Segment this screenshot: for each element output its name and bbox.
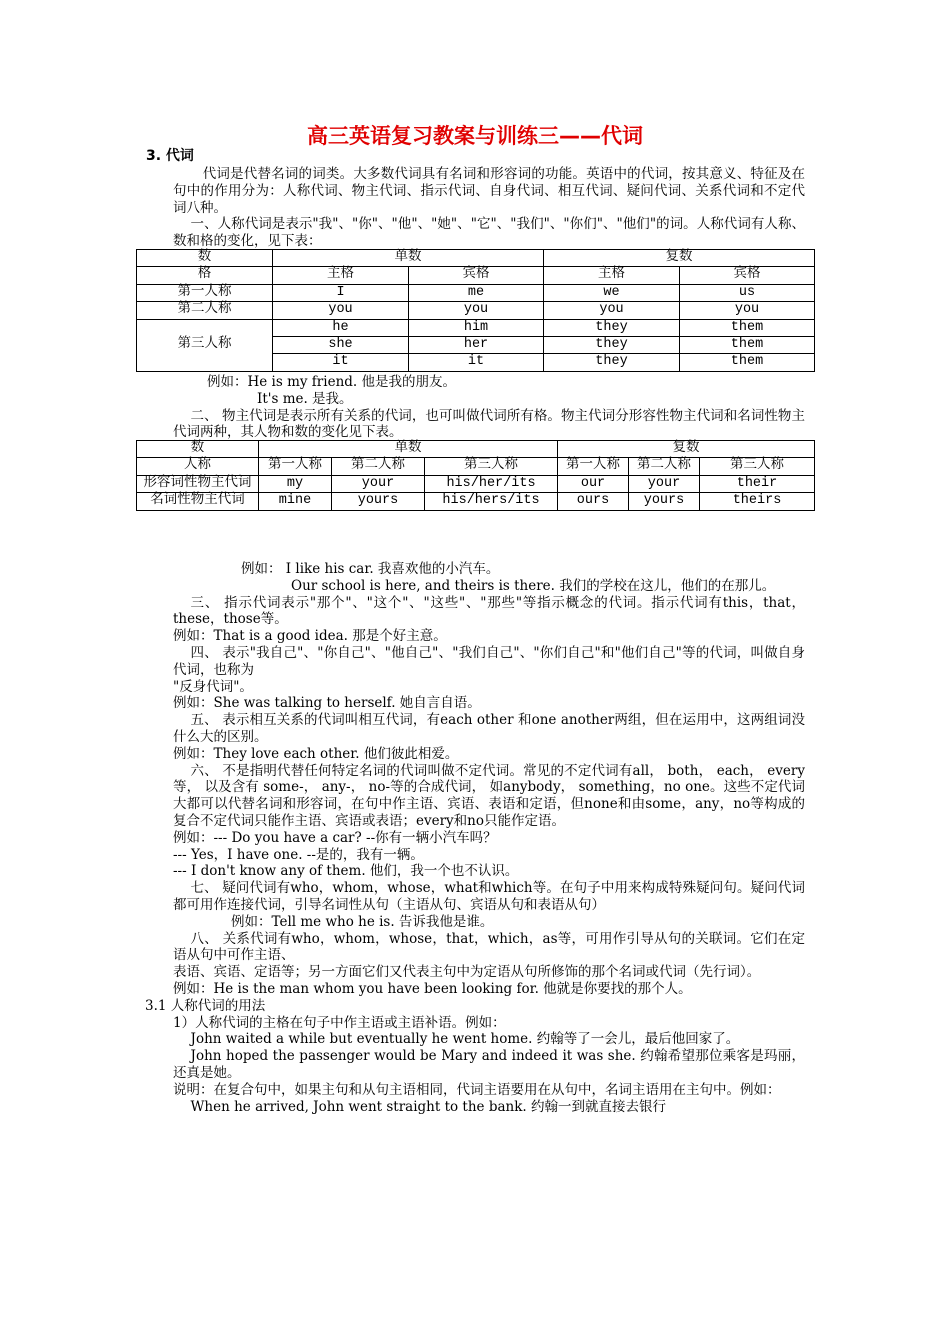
table-cell: 第三人称 (700, 458, 815, 475)
intro-text (173, 166, 805, 250)
table-cell: 数 (137, 250, 273, 267)
paragraph: 八、 关系代词有who，whom，whose，that，which，as等，可用作引导从句的关联词。它们在定语从句中可作主语、 (173, 930, 805, 964)
table-cell: our (558, 475, 629, 492)
paragraph: 四、 表示"我自己"、"你自己"、"他自己"、"我们自己"、"你们自己"和"他们自己"等的代词，叫做自身代词，也称为 (173, 644, 805, 678)
table-cell: you (544, 302, 680, 319)
example-line: John waited a while but eventually he went home. 约翰等了一会儿，最后他回家了。 (190, 1031, 740, 1048)
paragraph: "反身代词"。 (173, 678, 253, 695)
table-cell: 格 (137, 267, 273, 284)
example-line: 例如：--- Do you have a car? --你有一辆小汽车吗？ (173, 829, 497, 846)
table-row (137, 284, 815, 301)
table-cell: us (680, 284, 815, 301)
table-cell: 宾格 (680, 267, 815, 284)
table-cell: mine (259, 493, 332, 510)
paragraph: 二、 物主代词是表示所有关系的代词，也可叫做代词所有格。物主代词分形容性物主代词和名词性物主代词两种，其人物和数的变化见下表。 (173, 407, 805, 441)
table-cell: them (680, 354, 815, 371)
example-line: John hoped the passenger would be Mary and indeed it was she. 约翰希望那位乘客是玛丽，还真是她。 (173, 1048, 805, 1081)
personal-pronoun-table (136, 249, 815, 372)
table-cell: it (409, 354, 544, 371)
table-cell: it (273, 354, 409, 371)
table-row (137, 302, 815, 319)
example-line: When he arrived, John went straight to the bank. 约翰一到就直接去银行 (190, 1098, 666, 1115)
intro-paragraph: 一、人称代词是表示"我"、"你"、"他"、"她"、"它"、"我们"、"你们"、"他们"的词。人称代词有人称、数和格的变化，见下表： (173, 216, 805, 250)
paragraph: 六、 不是指明代替任何特定名词的代词叫做不定代词。常见的不定代词有all， both， each， every等， 以及含有 some-， any-， no-等的合成代词， 如anybody， something，no one。这些不定代词大都可以代替名词和形容词，在句中作主语、宾语、表语和定语，但none和由some，any，no等构成的复合不定代词只能作主语、宾语或表语；every和no只能作定语。 (173, 762, 805, 829)
table-row (137, 475, 815, 492)
table-cell: him (409, 319, 544, 336)
table-cell: ours (558, 493, 629, 510)
paragraph: 说明：在复合句中，如果主句和从句主语相同，代词主语要用在从句中，名词主语用在主句中。例如： (173, 1081, 781, 1098)
table-row (137, 319, 815, 336)
table-cell: 复数 (558, 441, 815, 458)
table-cell: 主格 (544, 267, 680, 284)
table-cell: them (680, 337, 815, 354)
example-line: 例如： I like his car. 我喜欢他的小汽车。 (241, 561, 500, 577)
table-cell: 第一人称 (137, 284, 273, 301)
example-line: Our school is here, and theirs is there. 我们的学校在这儿，他们的在那儿。 (291, 577, 776, 594)
table-cell: they (544, 337, 680, 354)
table-cell: they (544, 319, 680, 336)
section-personal-examples (173, 374, 805, 441)
table-cell: them (680, 319, 815, 336)
table-cell: her (409, 337, 544, 354)
possessive-pronoun-table (136, 440, 815, 511)
table-cell: your (332, 475, 425, 492)
table-cell: theirs (700, 493, 815, 510)
table-cell: his/hers/its (425, 493, 558, 510)
example-line: 例如：She was talking to herself. 她自言自语。 (173, 695, 481, 712)
table-cell: 名词性物主代词 (137, 493, 259, 510)
table-cell: he (273, 319, 409, 336)
section-heading: 3. 代词 (146, 148, 194, 164)
table-cell: you (273, 302, 409, 319)
table-cell: their (700, 475, 815, 492)
table-cell: we (544, 284, 680, 301)
example-line: 例如：That is a good idea. 那是个好主意。 (173, 628, 447, 645)
example-line: 例如：They love each other. 他们彼此相爱。 (173, 745, 459, 762)
table-cell: 第三人称 (137, 319, 273, 371)
table-cell: 人称 (137, 458, 259, 475)
table-cell: 第二人称 (137, 302, 273, 319)
paragraph: 五、 表示相互关系的代词叫相互代词，有each other 和one another两组，但在运用中，这两组词没什么大的区别。 (173, 712, 805, 745)
paragraph: 七、 疑问代词有who，whom，whose，what和which等。在句子中用来构成特殊疑问句。疑问代词都可用作连接代词，引导名词性从句（主语从句、宾语从句和表语从句） (173, 880, 805, 913)
table-cell: 形容词性物主代词 (137, 475, 259, 492)
table-row (137, 493, 815, 510)
table-cell: his/her/its (425, 475, 558, 492)
table-cell: yours (332, 493, 425, 510)
example-line: It's me. 是我。 (257, 390, 353, 407)
paragraph: 表语、宾语、定语等；另一方面它们又代表主句中为定语从句所修饰的那个名词或代词（先行词）。 (173, 964, 761, 981)
table-cell: yours (629, 493, 700, 510)
example-line: --- Yes，I have one. --是的，我有一辆。 (173, 846, 424, 863)
table-cell: 主格 (273, 267, 409, 284)
page-title: 高三英语复习教案与训练三——代词 (307, 124, 643, 148)
table-cell: me (409, 284, 544, 301)
table-cell: your (629, 475, 700, 492)
table-cell: 宾格 (409, 267, 544, 284)
example-line: 例如：He is my friend. 他是我的朋友。 (207, 374, 456, 390)
table-cell: I (273, 284, 409, 301)
table-cell: she (273, 337, 409, 354)
body-text (145, 561, 805, 1115)
table-cell: 单数 (259, 441, 558, 458)
table-cell: you (409, 302, 544, 319)
table-cell: 单数 (273, 250, 544, 267)
paragraph: 1）人称代词的主格在句子中作主语或主语补语。例如： (173, 1014, 506, 1031)
table-cell: 复数 (544, 250, 815, 267)
table-cell: 第二人称 (629, 458, 700, 475)
table-cell: 第二人称 (332, 458, 425, 475)
example-line: 例如：Tell me who he is. 告诉我他是谁。 (231, 913, 494, 930)
table-cell: 第三人称 (425, 458, 558, 475)
table-cell: 第一人称 (259, 458, 332, 475)
table-cell: they (544, 354, 680, 371)
example-line: --- I don't know any of them. 他们，我一个也不认识。 (173, 863, 519, 880)
paragraph: 三、 指示代词表示"那个"、"这个"、"这些"、"那些"等指示概念的代词。指示代词有this，that，these，those等。 (173, 594, 805, 628)
intro-paragraph: 代词是代替名词的词类。大多数代词具有名词和形容词的功能。英语中的代词，按其意义、特征及在句中的作用分为：人称代词、物主代词、指示代词、自身代词、相互代词、疑问代词、关系代词和不定代词八种。 (173, 166, 805, 216)
table-cell: you (680, 302, 815, 319)
table-cell: 数 (137, 441, 259, 458)
table-cell: my (259, 475, 332, 492)
table-cell: 第一人称 (558, 458, 629, 475)
subsection-heading: 3.1 人称代词的用法 (145, 997, 266, 1014)
example-line: 例如：He is the man whom you have been looking for. 他就是你要找的那个人。 (173, 980, 692, 997)
